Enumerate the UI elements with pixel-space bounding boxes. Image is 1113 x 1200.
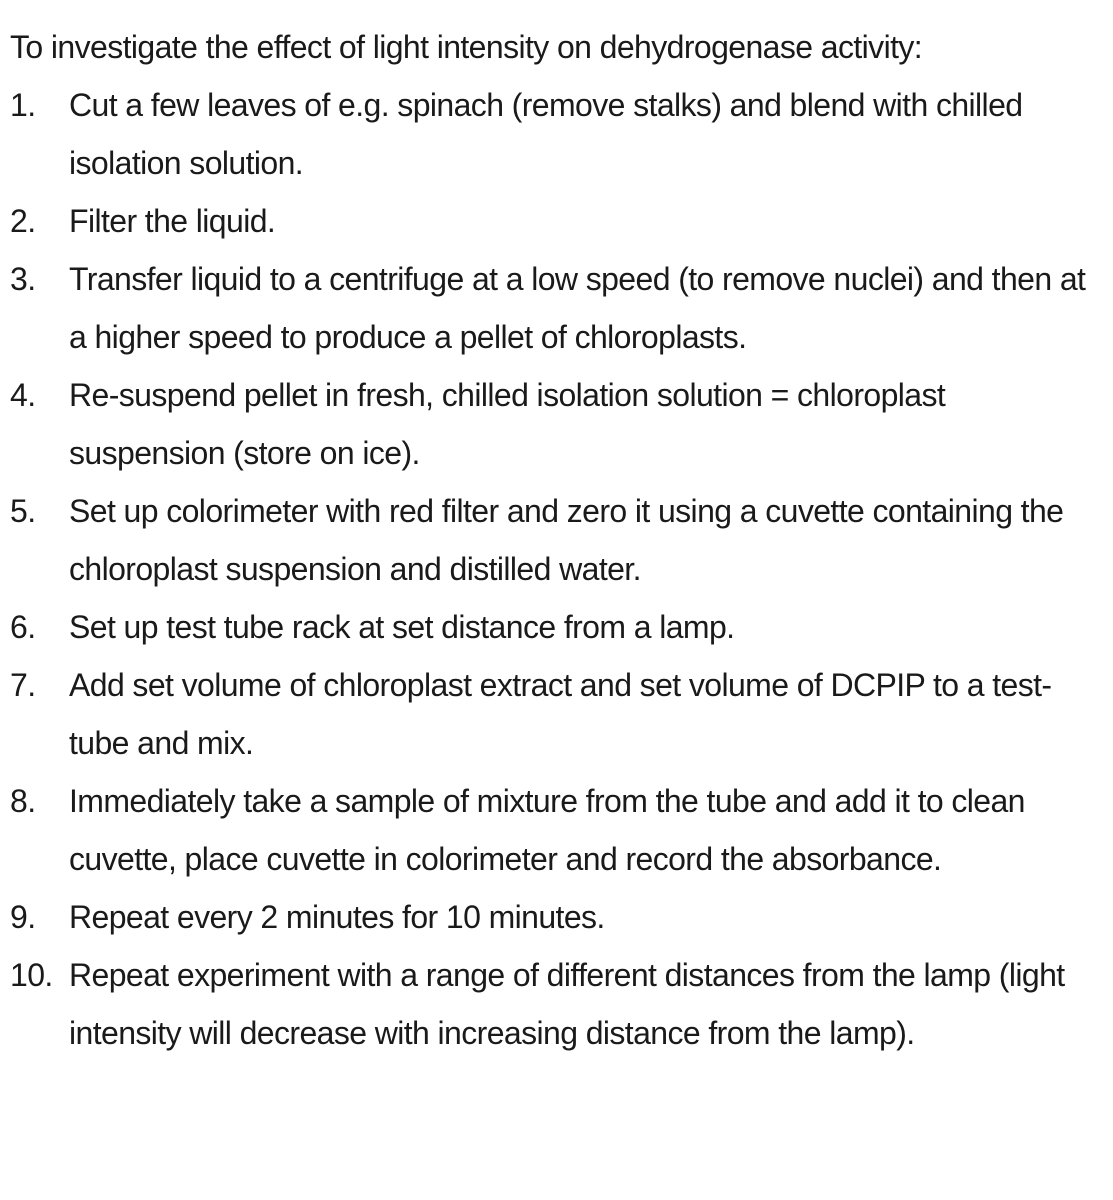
step-item — [10, 946, 1113, 1062]
step-number: 10. — [10, 957, 53, 993]
step-number: 3. — [10, 261, 36, 297]
step-item — [10, 76, 1113, 192]
step-text: Repeat experiment with a range of different distances from the lamp (light intensity will decrease with increasing distance from the lamp). — [69, 957, 1065, 1051]
step-text: Set up test tube rack at set distance from a lamp. — [69, 609, 735, 645]
step-item — [10, 598, 1113, 656]
step-number: 9. — [10, 899, 36, 935]
step-number: 1. — [10, 87, 36, 123]
step-item — [10, 888, 1113, 946]
step-text: Re-suspend pellet in fresh, chilled isolation solution = chloroplast suspension (store on ice). — [69, 377, 946, 471]
step-number: 6. — [10, 609, 36, 645]
step-number: 7. — [10, 667, 36, 703]
step-item — [10, 656, 1113, 772]
step-text: Add set volume of chloroplast extract and set volume of DCPIP to a test-tube and mix. — [69, 667, 1052, 761]
step-number: 5. — [10, 493, 36, 529]
step-item — [10, 250, 1113, 366]
step-item — [10, 192, 1113, 250]
step-text: Immediately take a sample of mixture from the tube and add it to clean cuvette, place cuvette in colorimeter and record the absorbance. — [69, 783, 1025, 877]
step-text: Transfer liquid to a centrifuge at a low speed (to remove nuclei) and then at a higher speed to produce a pellet of chloroplasts. — [69, 261, 1086, 355]
intro-heading: To investigate the effect of light intensity on dehydrogenase activity: — [10, 29, 923, 65]
step-text: Cut a few leaves of e.g. spinach (remove stalks) and blend with chilled isolation solution. — [69, 87, 1023, 181]
step-text: Repeat every 2 minutes for 10 minutes. — [69, 899, 605, 935]
step-item — [10, 482, 1113, 598]
step-number: 8. — [10, 783, 36, 819]
step-text: Set up colorimeter with red filter and zero it using a cuvette containing the chloroplast suspension and distilled water. — [69, 493, 1064, 587]
step-number: 2. — [10, 203, 36, 239]
step-number: 4. — [10, 377, 36, 413]
step-item — [10, 366, 1113, 482]
step-item — [10, 772, 1113, 888]
step-text: Filter the liquid. — [69, 203, 276, 239]
steps-list — [10, 76, 1113, 1062]
